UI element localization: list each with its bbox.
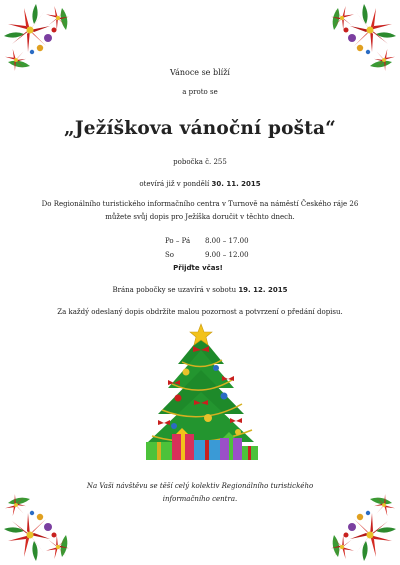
intro-subline: a proto se: [182, 88, 218, 96]
hours-day-saturday: So: [165, 251, 175, 259]
opening-date: 30. 11. 2015: [211, 180, 261, 188]
footer-line-2: informačního centra.: [162, 495, 238, 503]
intro-line: Vánoce se blíží: [170, 68, 230, 77]
opening-prefix: otevírá již v pondělí: [139, 180, 210, 188]
page-title: „Ježíškova vánoční pošta“: [63, 118, 337, 139]
hours-time-saturday: 9.00 – 12.00: [205, 251, 249, 259]
welcome-text: Přijďte včas!: [173, 264, 223, 272]
closing-prefix: Brána pobočky se uzavírá v sobotu: [112, 286, 237, 294]
info-line-1: Do Regionálního turistického informačního centra v Turnově na náměstí Českého ráje 26: [41, 200, 359, 208]
hours-time-weekdays: 8.00 – 17.00: [205, 237, 249, 245]
gift-note: Za každý odeslaný dopis obdržíte malou pozornost a potvrzení o předání dopisu.: [57, 308, 343, 316]
closing-line: [0, 286, 400, 294]
welcome-note: [0, 264, 398, 272]
christmas-tree-icon: [138, 322, 264, 468]
info-line-2: můžete svůj dopis pro Ježíška doručit v těchto dnech.: [105, 213, 295, 221]
hours-day-weekdays: Po – Pá: [165, 237, 191, 245]
footer-line-1: Na Vaši návštěvu se těší celý kolektiv Regionálního turistického: [86, 482, 314, 490]
branch-number: pobočka č. 255: [173, 158, 227, 166]
closing-date: 19. 12. 2015: [238, 286, 288, 294]
opening-line: [0, 180, 400, 188]
